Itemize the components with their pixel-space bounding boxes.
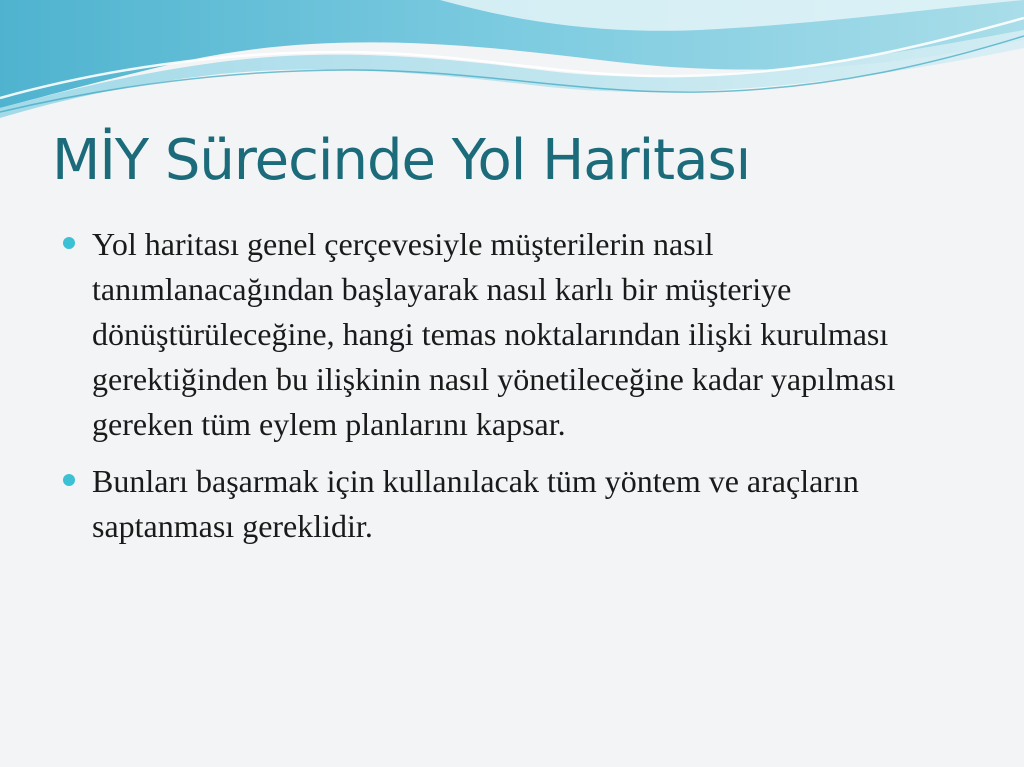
bullet-text: Bunları başarmak için kullanılacak tüm yöntem ve araçların saptanması gereklidir.: [92, 463, 859, 544]
bullet-list: [62, 222, 962, 561]
bullet-item: [62, 459, 962, 549]
bullet-dot-icon: [63, 237, 75, 249]
header-wave-decoration: [0, 0, 1024, 130]
bullet-dot-icon: [63, 474, 75, 486]
bullet-text: Yol haritası genel çerçevesiyle müşterilerin nasıl tanımlanacağından başlayarak nasıl karlı bir müşteriye dönüştürüleceğine, hangi temas noktalarından ilişki kurulması gerektiğinden bu ilişkinin nasıl yönetileceğine kadar yapılması gereken tüm eylem planlarını kapsar.: [92, 226, 896, 442]
slide-title: MİY Sürecinde Yol Haritası: [52, 128, 751, 193]
bullet-item: [62, 222, 962, 447]
